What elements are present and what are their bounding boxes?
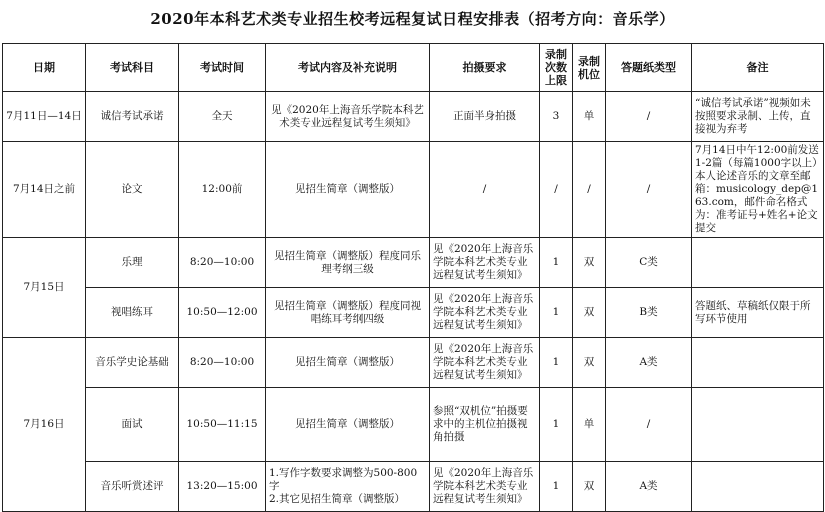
cell-answer-sheet: B类 [606,288,692,338]
cell-record-limit: 1 [540,238,573,288]
cell-record-device: 单 [573,388,606,462]
cell-record-limit: 1 [540,462,573,512]
cell-shooting: / [430,142,540,238]
cell-date: 7月16日 [3,338,86,512]
cell-answer-sheet: / [606,92,692,142]
header-remark: 备注 [692,44,824,92]
cell-remark: 答题纸、草稿纸仅限于所写环节使用 [692,288,824,338]
cell-record-limit: 1 [540,338,573,388]
table-row [3,142,824,238]
cell-record-device: / [573,142,606,238]
cell-remark: 7月14日中午12:00前发送1-2篇（每篇1000字以上）本人论述音乐的文章至邮箱：musicology_dep@163.com，邮件命名格式为：准考证号+姓名+论文提交 [692,142,824,238]
page-title: 2020年本科艺术类专业招生校考远程复试日程安排表（招考方向：音乐学） [150,10,675,28]
cell-remark: “诚信考试承诺”视频如未按照要求录制、上传，直接视为弃考 [692,92,824,142]
cell-subject: 诚信考试承诺 [86,92,179,142]
cell-content: 见招生简章（调整版）程度同视唱练耳考纲四级 [266,288,430,338]
header-answer-sheet: 答题纸类型 [606,44,692,92]
table-row [3,462,824,512]
cell-shooting: 参照“双机位”拍摄要求中的主机位拍摄视角拍摄 [430,388,540,462]
cell-content: 见招生简章（调整版） [266,388,430,462]
content-line-1: 1.写作字数要求调整为500-800字 [269,467,418,492]
cell-subject: 乐理 [86,238,179,288]
cell-content: 见招生简章（调整版）程度同乐理考纲三级 [266,238,430,288]
cell-shooting: 见《2020年上海音乐学院本科艺术类专业远程复试考生须知》 [430,288,540,338]
cell-answer-sheet: / [606,388,692,462]
cell-subject: 视唱练耳 [86,288,179,338]
cell-time: 10:50—11:15 [179,388,266,462]
header-time: 考试时间 [179,44,266,92]
header-content: 考试内容及补充说明 [266,44,430,92]
table-row [3,338,824,388]
table-row [3,238,824,288]
cell-content: 见《2020年上海音乐学院本科艺术类专业远程复试考生须知》 [266,92,430,142]
cell-record-limit: 1 [540,388,573,462]
cell-date: 7月15日 [3,238,86,338]
cell-answer-sheet: A类 [606,338,692,388]
cell-record-device: 双 [573,288,606,338]
cell-answer-sheet: / [606,142,692,238]
header-record-limit: 录制次数上限 [540,44,573,92]
cell-remark [692,238,824,288]
cell-answer-sheet: A类 [606,462,692,512]
header-record-device: 录制机位 [573,44,606,92]
cell-subject: 音乐听赏述评 [86,462,179,512]
table-row [3,92,824,142]
cell-remark [692,338,824,388]
content-line-2: 2.其它见招生简章（调整版） [269,493,406,505]
cell-shooting: 见《2020年上海音乐学院本科艺术类专业远程复试考生须知》 [430,238,540,288]
header-shooting: 拍摄要求 [430,44,540,92]
cell-shooting: 见《2020年上海音乐学院本科艺术类专业远程复试考生须知》 [430,338,540,388]
cell-date: 7月11日—14日 [3,92,86,142]
cell-subject: 论文 [86,142,179,238]
cell-record-limit: 3 [540,92,573,142]
table-row [3,288,824,338]
cell-shooting: 见《2020年上海音乐学院本科艺术类专业远程复试考生须知》 [430,462,540,512]
header-date: 日期 [3,44,86,92]
schedule-table-container [2,43,823,511]
cell-time: 10:50—12:00 [179,288,266,338]
cell-subject: 音乐学史论基础 [86,338,179,388]
cell-remark [692,388,824,462]
cell-shooting: 正面半身拍摄 [430,92,540,142]
cell-content: 见招生简章（调整版） [266,142,430,238]
cell-time: 8:20—10:00 [179,238,266,288]
cell-time: 12:00前 [179,142,266,238]
cell-remark [692,462,824,512]
cell-record-limit: / [540,142,573,238]
cell-date: 7月14日之前 [3,142,86,238]
cell-content: 见招生简章（调整版） [266,338,430,388]
cell-subject: 面试 [86,388,179,462]
cell-time: 13:20—15:00 [179,462,266,512]
cell-answer-sheet: C类 [606,238,692,288]
cell-time: 8:20—10:00 [179,338,266,388]
cell-record-device: 双 [573,238,606,288]
cell-record-limit: 1 [540,288,573,338]
cell-content [266,462,430,512]
cell-time: 全天 [179,92,266,142]
cell-record-device: 单 [573,92,606,142]
cell-record-device: 双 [573,338,606,388]
header-subject: 考试科目 [86,44,179,92]
header-row [3,44,824,92]
schedule-table [2,43,824,512]
cell-record-device: 双 [573,462,606,512]
table-row [3,388,824,462]
